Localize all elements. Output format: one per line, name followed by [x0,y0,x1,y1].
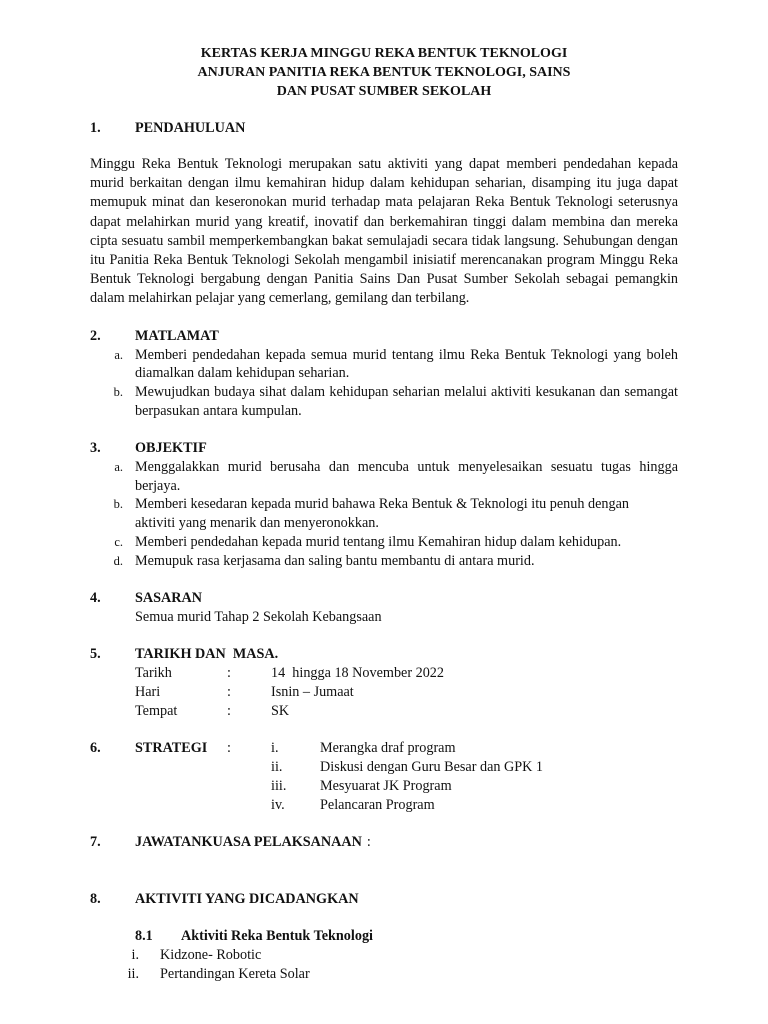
section-sasaran [90,589,678,627]
section-number: 4. [90,589,101,606]
list-marker: b. [113,385,123,400]
list-marker: ii. [271,758,283,775]
info-label: Tarikh [135,664,172,681]
section-tarikh-masa [90,645,678,721]
title-line-3: DAN PUSAT SUMBER SEKOLAH [276,84,492,99]
list-item [90,383,678,421]
subsection-number: 8.1 [135,927,153,944]
info-value: Isnin – Jumaat [271,683,354,700]
list-item [90,552,678,571]
list-text: Pertandingan Kereta Solar [160,965,310,982]
section-heading: MATLAMAT [135,327,219,344]
section-strategi [90,739,678,815]
sasaran-text: Semua murid Tahap 2 Sekolah Kebangsaan [135,608,382,625]
list-marker: iv. [271,796,285,813]
document-title [90,44,678,101]
heading-colon: : [366,833,371,850]
info-value: 14 hingga 18 November 2022 [271,664,444,681]
list-marker: i. [271,739,279,756]
section-matlamat [90,327,678,421]
title-line-2: ANJURAN PANITIA REKA BENTUK TEKNOLOGI, SAINS [197,65,571,80]
section-pendahuluan [90,119,678,309]
section-paragraph: Minggu Reka Bentuk Teknologi merupakan satu aktiviti yang dapat memberi pendedahan kepada murid berkaitan dengan ilmu kemahiran hidup dalam kehidupan seharian, disamping itu juga dapat memupuk minat dan keseronokan murid terhadap mata pelajaran Reka Bentuk Teknologi seterusnya dapat melahirkan murid yang kreatif, inovatif dan berkemahiran tinggi dalam membina dan mereka cipta sesuatu sambil memperkembangkan bakat semulajadi secara tidak langsung. Sehubungan dengan itu Panitia Reka Bentuk Teknologi Sekolah mengambil inisiatif merencanakan program Minggu Reka Bentuk Teknologi bergabung dengan Panitia Sains Dan Pusat Sumber Sekolah sebagai pemangkin dalam melahirkan pelajar yang cemerlang, gemilang dan terbilang. [90,156,678,307]
list-item [90,946,678,965]
list-marker: iii. [271,777,287,794]
info-value: SK [271,702,290,719]
list-text: Memberi pendedahan kepada semua murid tentang ilmu Reka Bentuk Teknologi yang boleh diamalkan dalam kehidupan seharian. [135,346,678,382]
section-heading: AKTIVITI YANG DICADANGKAN [135,890,359,907]
title-line-1: KERTAS KERJA MINGGU REKA BENTUK TEKNOLOGI [200,46,568,61]
list-text: Diskusi dengan Guru Besar dan GPK 1 [320,758,544,775]
list-marker: b. [113,497,123,512]
info-label: Tempat [135,702,178,719]
section-number: 3. [90,439,101,456]
info-row-hari [135,683,678,702]
list-text: Menggalakkan murid berusaha dan mencuba untuk menyelesaikan sesuatu tugas hingga berjaya. [135,458,678,494]
section-aktiviti [90,890,678,984]
section-heading: JAWATANKUASA PELAKSANAAN [135,833,362,850]
info-row-tempat [135,702,678,721]
section-number: 5. [90,645,101,662]
section-objektif [90,439,678,571]
list-item [90,458,678,496]
list-item [90,796,678,815]
list-text: Memberi kesedaran kepada murid bahawa Reka Bentuk & Teknologi itu penuh dengan aktiviti yang menarik dan menyeronokkan. [135,496,629,532]
list-text: Memupuk rasa kerjasama dan saling bantu membantu di antara murid. [135,552,535,569]
list-item [90,758,678,777]
list-marker: c. [114,535,123,549]
info-colon: : [227,683,231,700]
section-number: 6. [90,739,101,756]
section-heading: STRATEGI [135,739,208,756]
list-marker: d. [113,553,123,568]
section-heading: PENDAHULUAN [135,120,246,136]
subsection-heading: Aktiviti Reka Bentuk Teknologi [181,927,373,944]
list-text: Mewujudkan budaya sihat dalam kehidupan seharian melalui aktiviti kesukanan dan semangat berpasukan antara kumpulan. [135,384,678,420]
list-item [90,346,678,384]
section-number: 2. [90,327,101,344]
list-item [90,965,678,984]
section-number: 1. [90,120,101,136]
list-marker: i. [131,946,139,963]
list-text: Mesyuarat JK Program [320,777,452,794]
info-label: Hari [135,683,161,700]
section-heading: TARIKH DAN MASA. [135,645,279,662]
info-colon: : [227,664,231,681]
info-row-tarikh [135,664,678,683]
list-marker: a. [114,459,123,474]
list-item [90,533,678,552]
list-text: Pelancaran Program [320,796,435,813]
list-text: Kidzone- Robotic [160,946,262,963]
info-colon: : [227,702,231,719]
list-item [90,777,678,796]
section-number: 8. [90,890,101,907]
section-heading: SASARAN [135,589,203,606]
list-text: Memberi pendedahan kepada murid tentang ilmu Kemahiran hidup dalam kehidupan. [135,534,622,550]
section-number: 7. [90,833,101,850]
section-heading: OBJEKTIF [135,439,207,456]
document-page [90,44,678,984]
heading-colon: : [227,739,231,756]
list-item [90,495,678,533]
list-marker: a. [114,347,123,362]
list-marker: ii. [127,965,139,982]
section-jawatankuasa [90,833,678,852]
list-text: Merangka draf program [320,739,456,756]
